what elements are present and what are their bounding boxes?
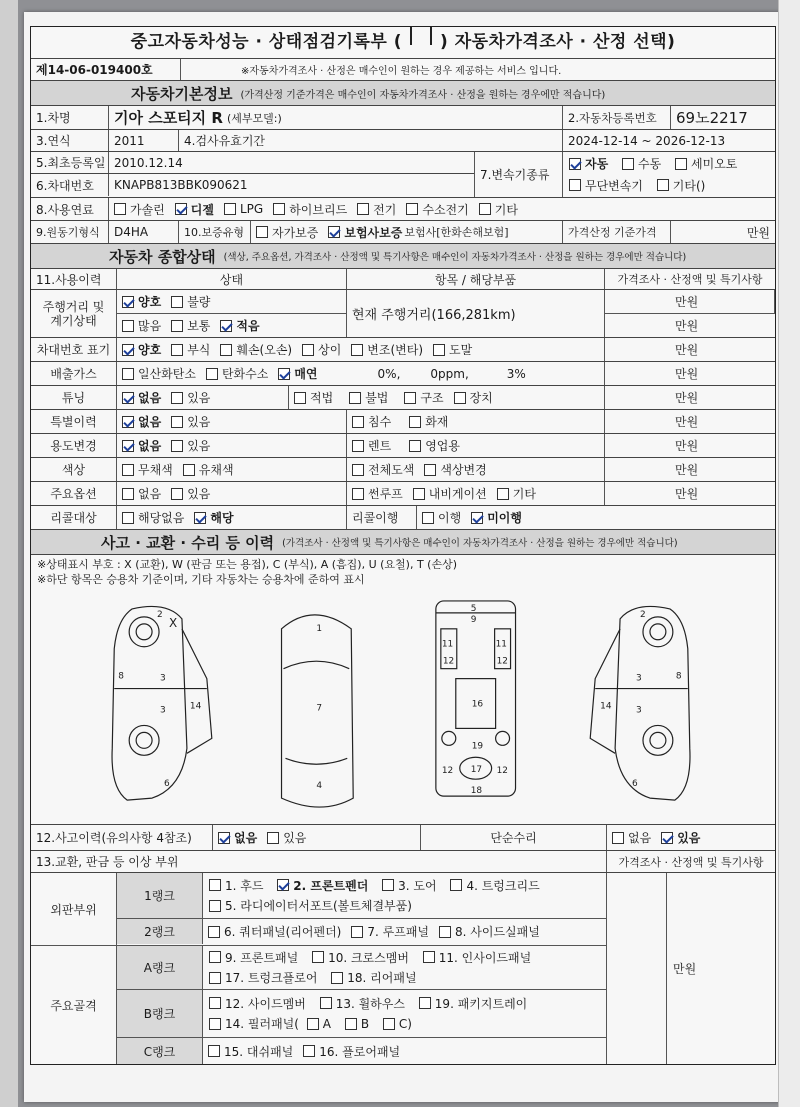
svg-text:3: 3 [636, 705, 642, 716]
checkbox-checked-icon [122, 296, 134, 308]
parts-price-label: 가격조사 · 산정액 및 특기사항 [618, 855, 764, 869]
svg-text:14: 14 [600, 701, 612, 712]
special-price: 만원 [675, 415, 699, 429]
part-floor-panel[interactable]: 16. 플로어패널 [303, 1043, 400, 1060]
svg-text:11: 11 [441, 639, 454, 650]
vin: KNAPB813BBK090621 [114, 178, 248, 192]
checkbox-icon [352, 488, 364, 500]
part-side-member[interactable]: 12. 사이드멤버 [209, 995, 306, 1012]
usage-business[interactable]: 영업용 [409, 437, 460, 454]
main-frame-label: 주요골격 [31, 946, 117, 1064]
car-frame-diagram [436, 601, 516, 796]
checkbox-icon [409, 416, 421, 428]
part-trunk-floor[interactable]: 17. 트렁크플로어 [209, 969, 317, 986]
checkbox-icon [450, 879, 462, 891]
mileage-good[interactable]: 양호 [122, 293, 161, 310]
price-label: 가격산정 기준가격 [563, 221, 671, 243]
part-pillar-panel[interactable]: 14. 필러패널( [209, 1015, 299, 1032]
plate-corrosion[interactable]: 부식 [171, 341, 210, 358]
checkbox-icon [122, 320, 134, 332]
usage-yes[interactable]: 있음 [171, 437, 210, 454]
part-hood[interactable]: 1. 후드 [209, 877, 263, 894]
trans-semiauto[interactable]: 세미오토 [675, 155, 737, 172]
doc-notice: ※자동차가격조사 · 산정은 매수인이 원하는 경우 제공하는 서비스 입니다. [241, 66, 562, 77]
checkbox-icon [267, 832, 279, 844]
rank2-label: 2랭크 [117, 919, 203, 944]
svg-text:8: 8 [675, 671, 682, 682]
price-unit: 만원 [746, 225, 770, 240]
recall-done[interactable]: 이행 [422, 509, 461, 526]
tuning-device[interactable]: 장치 [454, 389, 493, 406]
trans-etc[interactable]: 기타() [657, 177, 706, 194]
mileage-label: 주행거리 및 계기상태 [31, 290, 117, 337]
accident-header [31, 530, 775, 555]
overall-header [31, 244, 775, 269]
row-reg-trans [31, 152, 775, 198]
trans-manual[interactable]: 수동 [622, 155, 661, 172]
svg-text:12: 12 [496, 656, 509, 667]
plate-price: 만원 [675, 343, 699, 357]
part-trunk-lid[interactable]: 4. 트렁크리드 [450, 877, 539, 894]
reg-no-label: 2.자동차등록번호 [563, 106, 671, 129]
emission-co[interactable]: 일산화탄소 [122, 365, 196, 382]
checkbox-icon [122, 368, 134, 380]
row-engine [31, 221, 775, 244]
svg-text:12: 12 [441, 766, 454, 777]
checkbox-icon [208, 926, 220, 938]
checkbox-icon [171, 488, 183, 500]
warranty-label: 10.보증유형 [179, 221, 251, 243]
color-change[interactable]: 색상변경 [424, 461, 486, 478]
special-fire[interactable]: 화재 [409, 413, 448, 430]
emission-label: 배출가스 [31, 362, 117, 385]
warranty-self[interactable]: 자가보증 [256, 224, 318, 241]
exchange-mark: X [169, 615, 178, 630]
part-quarter-panel[interactable]: 6. 쿼터패널(리어펜더) [208, 923, 341, 940]
row-emission [31, 362, 775, 386]
car-name-label: 1.차명 [31, 106, 109, 129]
adjacent-sheet [778, 0, 800, 1107]
recall-not-done[interactable]: 미이행 [471, 509, 522, 526]
checkbox-checked-icon [122, 344, 134, 356]
checkbox-checked-icon [569, 158, 581, 170]
checkbox-icon [419, 997, 431, 1009]
svg-text:16: 16 [471, 699, 484, 710]
history-none[interactable]: 없음 [218, 829, 257, 846]
tuning-price: 만원 [675, 391, 699, 405]
checkbox-icon [206, 368, 218, 380]
checkbox-icon [454, 392, 466, 404]
damage-diagram-area [31, 555, 775, 825]
accident-title: 사고 · 교환 · 수리 등 이력 [101, 533, 275, 552]
inspection-record [30, 26, 776, 1065]
checkbox-icon [612, 832, 624, 844]
emission-price: 만원 [675, 367, 699, 381]
checkbox-icon [171, 344, 183, 356]
row-parts-header [31, 851, 775, 873]
fuel-lpg[interactable]: LPG [224, 202, 263, 216]
mileage-item: 현재 주행거리(166,281km) [347, 290, 605, 337]
overall-title: 자동차 종합상태 [109, 247, 216, 266]
rankC-label: C랭크 [117, 1038, 203, 1064]
trans-auto[interactable]: 자동 [569, 155, 608, 172]
checkbox-icon [209, 1018, 221, 1030]
plate-altered[interactable]: 변조(변타) [351, 341, 423, 358]
checkbox-icon [122, 464, 134, 476]
doc-title [31, 27, 775, 59]
checkbox-icon [114, 203, 126, 215]
svg-text:2: 2 [157, 609, 163, 620]
row-special [31, 410, 775, 434]
checkbox-icon [422, 512, 434, 524]
first-reg: 2010.12.14 [114, 155, 183, 170]
car-detail: (세부모델:) [226, 111, 282, 125]
doc-title-right: ) 자동차가격조사 · 산정 선택) [440, 32, 676, 52]
checkbox-icon [352, 416, 364, 428]
checkbox-icon [383, 1018, 395, 1030]
history-yes[interactable]: 있음 [267, 829, 306, 846]
basic-info-title: 자동차기본정보 [131, 84, 233, 103]
row-usage [31, 434, 775, 458]
emission-co-value: 0%, [377, 366, 401, 381]
checkbox-icon [294, 392, 306, 404]
simple-repair-label: 단순수리 [421, 825, 607, 850]
checkbox-icon [433, 344, 445, 356]
warranty-insurance[interactable]: 보험사보증 [328, 224, 402, 241]
checkbox-icon [409, 440, 421, 452]
usage-label: 용도변경 [31, 434, 117, 457]
checkbox-icon [302, 344, 314, 356]
color-chromatic[interactable]: 유채색 [183, 461, 234, 478]
svg-text:19: 19 [471, 741, 484, 752]
special-yes[interactable]: 있음 [171, 413, 210, 430]
emission-hc[interactable]: 탄화수소 [206, 365, 268, 382]
tuning-illegal[interactable]: 불법 [349, 389, 388, 406]
part-inside-panel[interactable]: 11. 인사이드패널 [423, 949, 531, 966]
checkbox-checked-icon [194, 512, 206, 524]
car-name: 기아 스포티지 R [114, 109, 223, 127]
svg-text:9: 9 [470, 614, 477, 625]
checkbox-checked-icon [661, 832, 673, 844]
basic-info-header [31, 81, 775, 106]
fuel-hybrid[interactable]: 하이브리드 [273, 201, 347, 218]
special-flood[interactable]: 침수 [352, 413, 391, 430]
selection-box [410, 27, 432, 45]
row-recall [31, 506, 775, 530]
svg-text:6: 6 [164, 779, 170, 790]
svg-text:17: 17 [470, 765, 483, 776]
tuning-structure[interactable]: 구조 [404, 389, 443, 406]
svg-text:12: 12 [442, 656, 455, 667]
reg-no: 69노2217 [676, 109, 748, 127]
engine: D4HA [109, 221, 179, 243]
svg-text:3: 3 [636, 673, 642, 684]
svg-text:4: 4 [316, 781, 323, 792]
checkbox-icon [220, 344, 232, 356]
rankA-label: A랭크 [117, 946, 203, 989]
part-dash-panel[interactable]: 15. 대쉬패널 [208, 1043, 293, 1060]
checkbox-icon [345, 1018, 357, 1030]
checkbox-icon [320, 997, 332, 1009]
left-edge [0, 0, 18, 1107]
row-plate [31, 338, 775, 362]
checkbox-checked-icon [175, 203, 187, 215]
checkbox-icon [497, 488, 509, 500]
checkbox-icon [406, 203, 418, 215]
part-front-panel[interactable]: 9. 프론트패널 [209, 949, 298, 966]
checkbox-icon [208, 1045, 220, 1057]
checkbox-icon [622, 158, 634, 170]
part-radiator-support[interactable]: 5. 라디에이터서포트(볼트체결부품) [209, 897, 412, 914]
checkbox-icon [307, 1018, 319, 1030]
part-wheel-house[interactable]: 13. 휠하우스 [320, 995, 405, 1012]
option-sunroof[interactable]: 썬루프 [352, 485, 403, 502]
checkbox-icon [382, 879, 394, 891]
checkbox-checked-icon [122, 392, 134, 404]
recall-label: 리콜대상 [31, 506, 117, 529]
parts-label: 13.교환, 판금 등 이상 부위 [31, 851, 607, 872]
plate-label: 차대번호 표기 [31, 338, 117, 361]
checkbox-checked-icon [277, 879, 289, 891]
usage-none[interactable]: 없음 [122, 437, 161, 454]
checkbox-icon [331, 972, 343, 984]
tuning-label: 튜닝 [31, 386, 117, 409]
mileage-low[interactable]: 적음 [220, 317, 259, 334]
checkbox-icon [349, 392, 361, 404]
option-none[interactable]: 없음 [122, 485, 161, 502]
first-reg-label: 5.최초등록일 [31, 152, 109, 173]
fuel-label: 8.사용연료 [31, 198, 109, 220]
accident-note: (가격조사 · 산정액 및 특기사항은 매수인이 자동차가격조사 · 산정을 원하는 경우에만 적습니다) [282, 538, 678, 549]
engine-label: 9.원동기형식 [31, 221, 109, 243]
svg-text:3: 3 [160, 673, 166, 684]
car-diagrams [31, 589, 777, 824]
simple-none[interactable]: 없음 [612, 829, 651, 846]
checkbox-icon [351, 926, 363, 938]
history-label: 12.사고이력(유의사항 4참조) [31, 825, 213, 850]
emission-smoke[interactable]: 매연 [278, 365, 317, 382]
checkbox-icon [209, 997, 221, 1009]
part-front-fender[interactable]: 2. 프론트펜더 [277, 877, 368, 894]
car-side-right-diagram [590, 606, 690, 800]
svg-text:6: 6 [632, 779, 638, 790]
doc-number: 제14-06-019400호 [31, 59, 181, 80]
recall-done-label: 리콜이행 [347, 506, 417, 529]
checkbox-icon [479, 203, 491, 215]
checkbox-icon [171, 416, 183, 428]
option-navigation[interactable]: 내비게이션 [413, 485, 487, 502]
checkbox-icon [224, 203, 236, 215]
inspect-label: 4.검사유효기간 [179, 130, 563, 151]
car-side-left-diagram [112, 606, 212, 800]
svg-text:12: 12 [496, 766, 509, 777]
checkbox-checked-icon [220, 320, 232, 332]
checkbox-icon [209, 951, 221, 963]
fuel-gasoline[interactable]: 가솔린 [114, 201, 165, 218]
pillar-a[interactable]: A [307, 1017, 331, 1031]
fuel-hydrogen[interactable]: 수소전기 [406, 201, 468, 218]
row-fuel [31, 198, 775, 221]
part-door[interactable]: 3. 도어 [382, 877, 436, 894]
checkbox-icon [569, 179, 581, 191]
recall-none[interactable]: 해당없음 [122, 509, 184, 526]
usage-rent[interactable]: 렌트 [352, 437, 391, 454]
mileage-bad[interactable]: 불량 [171, 293, 210, 310]
doc-number-row [31, 59, 775, 81]
svg-text:5: 5 [470, 603, 477, 614]
pillar-b[interactable]: B [345, 1017, 369, 1031]
checkbox-icon [209, 900, 221, 912]
recall-yes[interactable]: 해당 [194, 509, 233, 526]
col-usage-history: 11.사용이력 [31, 269, 117, 289]
overall-col-headers [31, 269, 775, 290]
svg-text:18: 18 [470, 786, 483, 797]
option-yes[interactable]: 있음 [171, 485, 210, 502]
year-label: 3.연식 [31, 130, 109, 151]
part-side-sill[interactable]: 8. 사이드실패널 [439, 923, 540, 940]
warranty-extra: 보험사[한화손해보험] [404, 226, 509, 239]
tuning-legal[interactable]: 적법 [294, 389, 333, 406]
checkbox-icon [122, 488, 134, 500]
parts-table [31, 873, 775, 1064]
doc-title-left: 중고자동차성능 · 상태점검기록부 ( [130, 32, 403, 52]
checkbox-icon [171, 392, 183, 404]
checkbox-checked-icon [218, 832, 230, 844]
legend-note: ※하단 항목은 승용차 기준이며, 기타 자동차는 승용차에 준하여 표시 [37, 573, 365, 586]
plate-smeared[interactable]: 도말 [433, 341, 472, 358]
inspect-period: 2024-12-14 ~ 2026-12-13 [568, 133, 726, 148]
color-achromatic[interactable]: 무채색 [122, 461, 173, 478]
fuel-etc[interactable]: 기타 [479, 201, 518, 218]
year: 2011 [109, 130, 179, 151]
checkbox-icon [439, 926, 451, 938]
checkbox-icon [423, 951, 435, 963]
checkbox-icon [675, 158, 687, 170]
pillar-c[interactable]: C) [383, 1017, 412, 1031]
checkbox-icon [256, 226, 268, 238]
option-etc[interactable]: 기타 [497, 485, 536, 502]
row-year [31, 130, 775, 152]
svg-text:8: 8 [118, 671, 124, 682]
trans-cvt[interactable]: 무단변속기 [569, 177, 643, 194]
svg-text:7: 7 [316, 703, 323, 714]
legend-symbols: ※상태표시 부호 : X (교환), W (판금 또는 용접), C (부식), A (흠집), U (요철), T (손상) [37, 558, 458, 571]
svg-text:14: 14 [189, 701, 202, 712]
checkbox-icon [209, 879, 221, 891]
emission-smoke-value: 3% [506, 366, 526, 381]
special-none[interactable]: 없음 [122, 413, 161, 430]
overall-note: (색상, 주요옵션, 가격조사 · 산정액 및 특기사항은 매수인이 자동차가격조사 · 산정을 원하는 경우에만 적습니다) [223, 252, 687, 263]
svg-text:3: 3 [160, 705, 166, 716]
checkbox-icon [404, 392, 416, 404]
row-mileage [31, 290, 775, 338]
plate-damaged[interactable]: 훼손(오손) [220, 341, 292, 358]
checkbox-checked-icon [122, 416, 134, 428]
simple-yes[interactable]: 있음 [661, 829, 700, 846]
usage-price: 만원 [675, 439, 699, 453]
option-price: 만원 [675, 487, 699, 501]
plate-good[interactable]: 양호 [122, 341, 161, 358]
rank1-label: 1랭크 [117, 873, 203, 918]
row-car-name [31, 106, 775, 130]
parts-price-unit: 만원 [673, 962, 697, 976]
svg-text:2: 2 [639, 609, 646, 620]
checkbox-icon [352, 440, 364, 452]
checkbox-icon [312, 951, 324, 963]
svg-text:1: 1 [316, 623, 323, 634]
fuel-diesel[interactable]: 디젤 [175, 201, 214, 218]
mileage-normal[interactable]: 보통 [171, 317, 210, 334]
checkbox-checked-icon [328, 226, 340, 238]
col-status: 상태 [117, 269, 347, 289]
part-cross-member[interactable]: 10. 크로스멤버 [312, 949, 409, 966]
trans-label: 7.변속기종류 [475, 152, 563, 197]
row-tuning [31, 386, 775, 410]
car-top-diagram [282, 615, 354, 807]
outer-panel-label: 외판부위 [31, 873, 117, 945]
vin-label: 6.차대번호 [31, 174, 109, 196]
checkbox-icon [424, 464, 436, 476]
color-price: 만원 [675, 463, 699, 477]
checkbox-icon [171, 320, 183, 332]
special-label: 특별이력 [31, 410, 117, 433]
row-color [31, 458, 775, 482]
fuel-electric[interactable]: 전기 [357, 201, 396, 218]
color-repaint[interactable]: 전체도색 [352, 461, 414, 478]
basic-info-note: (가격산정 기준가격은 매수인이 자동차가격조사 · 산정을 원하는 경우에만 적습니다) [240, 89, 606, 101]
checkbox-checked-icon [471, 512, 483, 524]
plate-mismatch[interactable]: 상이 [302, 341, 341, 358]
row-options [31, 482, 775, 506]
mileage-price-1: 만원 [605, 290, 775, 314]
checkbox-checked-icon [122, 440, 134, 452]
tuning-none[interactable]: 없음 [122, 389, 161, 406]
mileage-many[interactable]: 많음 [122, 317, 161, 334]
checkbox-icon [413, 488, 425, 500]
checkbox-checked-icon [278, 368, 290, 380]
part-package-tray[interactable]: 19. 패키지트레이 [419, 995, 527, 1012]
checkbox-icon [657, 179, 669, 191]
checkbox-icon [303, 1045, 315, 1057]
checkbox-icon [171, 296, 183, 308]
rankB-label: B랭크 [117, 990, 203, 1037]
tuning-yes[interactable]: 있음 [171, 389, 210, 406]
checkbox-icon [352, 464, 364, 476]
mileage-price-2: 만원 [675, 319, 699, 333]
option-label: 주요옵션 [31, 482, 117, 505]
svg-text:11: 11 [495, 639, 508, 650]
col-price: 가격조사 · 산정액 및 특기사항 [617, 273, 763, 286]
emission-hc-value: 0ppm, [430, 366, 469, 381]
part-rear-panel[interactable]: 18. 리어패널 [331, 969, 416, 986]
checkbox-icon [183, 464, 195, 476]
color-label: 색상 [31, 458, 117, 481]
checkbox-icon [209, 972, 221, 984]
checkbox-icon [273, 203, 285, 215]
checkbox-icon [357, 203, 369, 215]
col-item: 항목 / 해당부품 [347, 269, 605, 289]
row-accident-history [31, 825, 775, 851]
part-roof-panel[interactable]: 7. 루프패널 [351, 923, 429, 940]
checkbox-icon [171, 440, 183, 452]
checkbox-icon [122, 512, 134, 524]
checkbox-icon [351, 344, 363, 356]
